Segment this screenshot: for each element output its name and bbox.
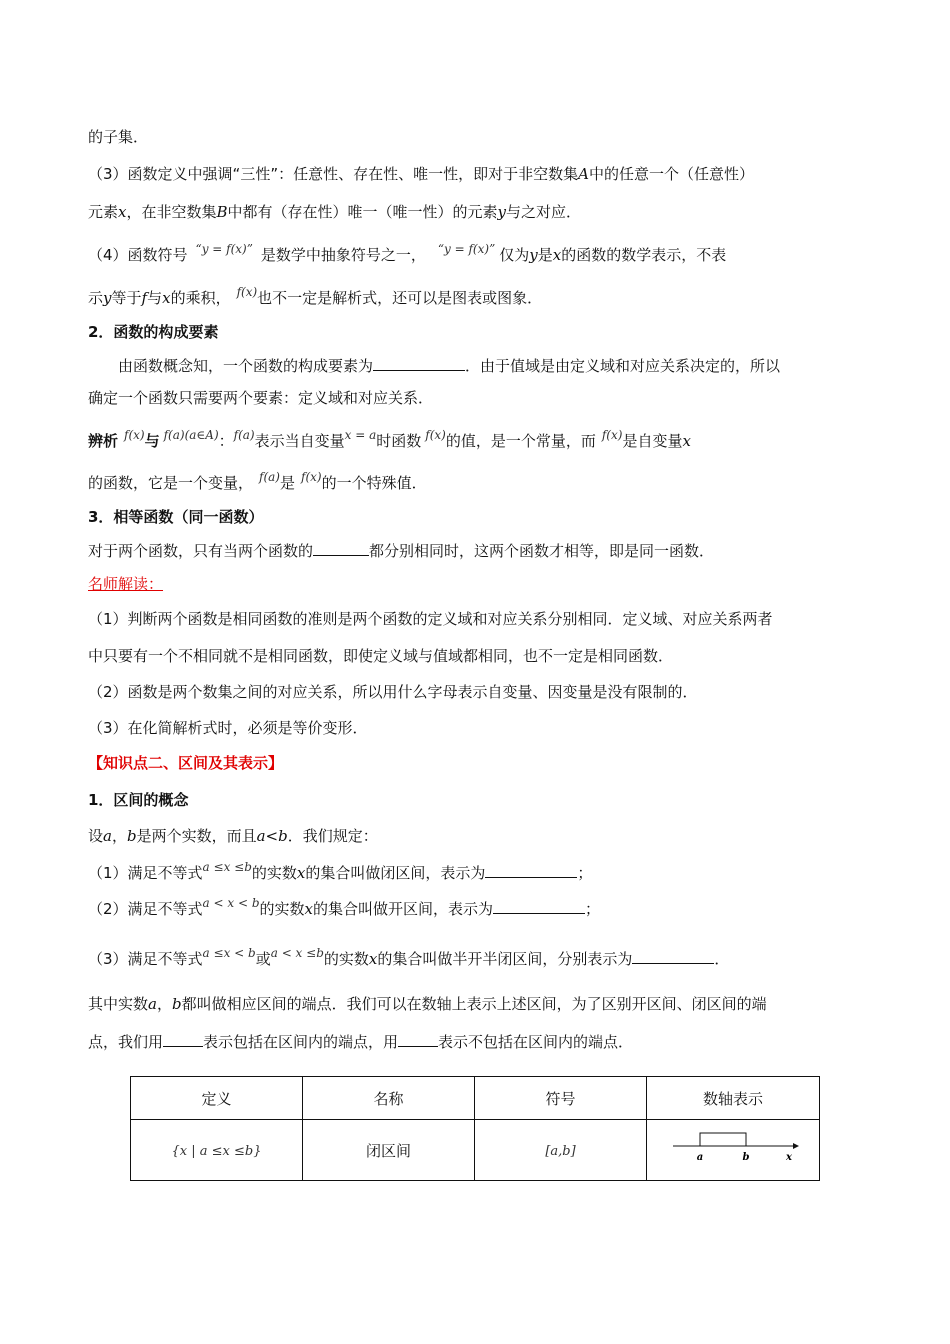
math-closed-ineq: a ≤x ≤b (202, 860, 252, 874)
text-line: 示y等于f与x的乘积， $^{f(x)}$也不一定是解析式，还可以是图表或图象． (88, 285, 543, 307)
text-line: 的函数，它是一个变量， $^{f(a)}$是 $^{f(x)}$的一个特殊值． (88, 470, 427, 492)
table-cell (303, 1120, 475, 1181)
table-cell (131, 1120, 303, 1181)
interval-name: 闭区间 (366, 1141, 412, 1160)
math-y-eq-fx: y = f(x) (201, 242, 247, 256)
math-fx: f(x) (236, 285, 258, 299)
number-line-figure (653, 1126, 813, 1170)
text-line: （2）函数是两个数集之间的对应关系，所以用什么字母表示自变量、因变量是没有限制的． (88, 683, 698, 701)
fill-blank[interactable] (373, 354, 465, 371)
table-cell (647, 1120, 820, 1181)
math-fa-in-A: f(a)(a∈A) (163, 428, 219, 442)
table-header: 定义 (131, 1077, 303, 1120)
math-open-ineq: a < x < b (202, 896, 260, 910)
table-cell (475, 1120, 647, 1181)
math-fa: f(a) (233, 428, 255, 442)
text-line: （1）满足不等式$^{a \le x \le b}$的实数x的集合叫做闭区间，表示为 ； (88, 860, 593, 882)
text-line: 对于两个函数，只有当两个函数的 都分别相同时，这两个函数才相等，即是同一函数． (88, 539, 868, 562)
section-heading: 1．区间的概念 (88, 791, 189, 809)
text-line: 由函数概念知，一个函数的构成要素为 ．由于值域是由定义域和对应关系决定的，所以 (118, 354, 898, 377)
fill-blank[interactable] (632, 947, 714, 964)
fill-blank[interactable] (398, 1030, 438, 1047)
fill-blank[interactable] (313, 539, 369, 556)
text-line: 设a，b是两个实数，而且a<b．我们规定： (88, 827, 378, 845)
interval-symbol: [a,b] (545, 1144, 576, 1159)
axis-label-a: a (696, 1152, 704, 1163)
math-half-ineq-2: a < x ≤b (270, 946, 324, 960)
text-line: 确定一个函数只需要两个要素：定义域和对应关系． (88, 389, 434, 407)
axis-label-b: b (742, 1152, 750, 1163)
text-line: 点，我们用 表示包括在区间内的端点，用 表示不包括在区间内的端点． (88, 1030, 868, 1053)
table-header: 名称 (303, 1077, 475, 1120)
text-line: （4）函数符号 $^{“y = f(x)”}$ 是数学中抽象符号之一， $^{“y = f(x)”}$ 仅为y是x的函数的数学表示，不表 (88, 242, 727, 264)
fill-blank[interactable] (485, 861, 577, 878)
text-line: （3）满足不等式$^{a \le x < b}$或$^{a < x \le b}$的实数x的集合叫做半开半闭区间，分别表示为 ． (88, 946, 730, 968)
section-title: 【知识点二、区间及其表示】 (88, 754, 284, 772)
interval-bracket (700, 1133, 746, 1146)
math-y-eq-fx: y = f(x) (444, 242, 490, 256)
note-label: 名师解读： (88, 575, 164, 593)
text-line: 中只要有一个不相同就不是相同函数，即使定义域与值域都相同，也不一定是相同函数． (88, 647, 674, 665)
axis-label-x: x (786, 1152, 793, 1163)
text-line: 的子集． (88, 128, 149, 146)
table-header-row (131, 1077, 820, 1120)
text-line: 辨析 $^{f(x)}$与 $^{f(a)(a\in A)}$：$^{f(a)}$表示当自变量$^{x = a}$时函数 $^{f(x)}$的值，是一个常量，而 $^{f(x)}$是自变量x (88, 428, 691, 450)
text-line: （2）满足不等式$^{a < x < b}$的实数x的集合叫做开区间，表示为 ； (88, 896, 601, 918)
text-line: 元素x，在非空数集B中都有（存在性）唯一（唯一性）的元素y与之对应． (88, 203, 582, 221)
section-heading: 2．函数的构成要素 (88, 323, 219, 341)
math-fx: f(x) (601, 428, 623, 442)
math-fx: f(x) (124, 428, 145, 442)
table-header: 符号 (475, 1077, 647, 1120)
axis-arrow-icon (793, 1143, 799, 1149)
fill-blank[interactable] (163, 1030, 203, 1047)
math-half-ineq-1: a ≤x < b (202, 946, 256, 960)
section-heading: 3．相等函数（同一函数） (88, 508, 264, 526)
math-x-eq-a: x = a (344, 428, 377, 442)
set-definition: {x | a ≤x ≤b} (171, 1144, 262, 1159)
fill-blank[interactable] (493, 897, 585, 914)
text-line: （3）函数定义中强调“三性”：任意性、存在性、唯一性，即对于非空数集A中的任意一个（任意性） (88, 165, 754, 183)
table-row (131, 1120, 820, 1181)
text-line: （3）在化简解析式时，必须是等价变形． (88, 719, 368, 737)
text-line: 其中实数a，b都叫做相应区间的端点．我们可以在数轴上表示上述区间，为了区别开区间、闭区间的端 (88, 995, 767, 1013)
interval-table (130, 1076, 820, 1181)
text-line: （1）判断两个函数是相同函数的准则是两个函数的定义域和对应关系分别相同．定义域、对应关系两者 (88, 610, 773, 628)
table-header: 数轴表示 (647, 1077, 820, 1120)
math-fa: f(a) (259, 470, 280, 484)
math-fx: f(x) (301, 470, 322, 484)
math-fx: f(x) (425, 428, 446, 442)
